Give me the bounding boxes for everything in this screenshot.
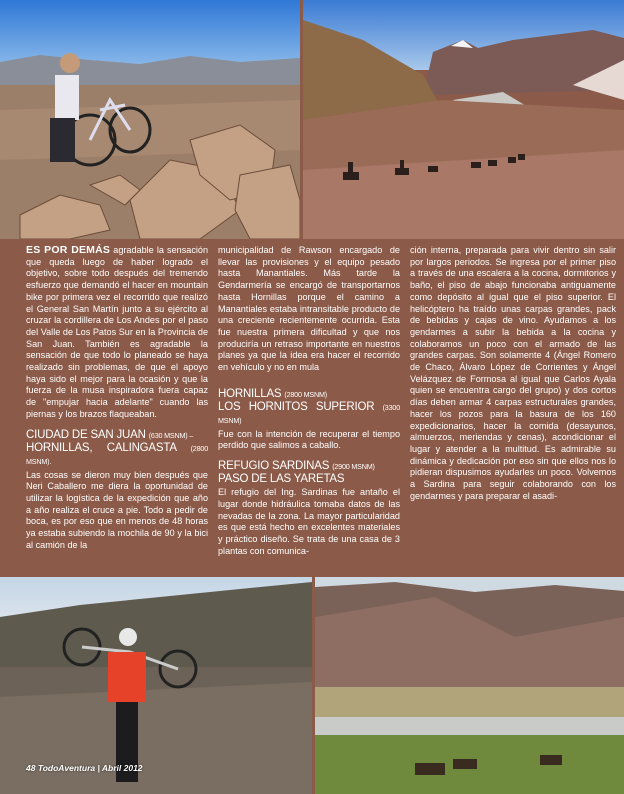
photo-river-valley-horses — [315, 577, 624, 794]
paragraph-refugio: El refugio del Ing. Sardinas fue antaño el lugar donde hidráulica tomaba datos de las nevadas de la zona. La mayor particularidad es que está hecho en excelentes materiales y práctico diseño. Se trata de una casa de 3 plantas con comunica- — [218, 487, 400, 556]
lead-caps: ES POR DEMÁS — [26, 244, 111, 256]
paragraph-logistics: Las cosas se dieron muy bien después que Neri Caballero me diera la oportunidad de utilizar la logística de la expedición que año a año realiza el cruce a pie. Todo a pedir de boca, es por eso que en menos de 48 horas ya estaba subiendo la mochila de 90 y la bici al camión de la — [26, 469, 208, 550]
subheading-altitude: (2900 MSNM) — [332, 462, 375, 472]
paragraph-caballo: Fue con la intención de recuperar el tiempo perdido que salimos a caballo. — [218, 428, 400, 451]
subheading-title: CIUDAD DE SAN JUAN — [26, 428, 146, 441]
photo-valley-horse-riders — [303, 0, 624, 239]
article-column-2 — [218, 245, 400, 557]
subheading-hornillas — [218, 388, 400, 427]
subheading-altitude: (2800 MSNM) — [284, 389, 327, 399]
paragraph-gendarmeria: municipalidad de Rawson encargado de llevar las provisiones y el equipo pesado hasta Manantiales. Más tarde la Gendarmería se encargó de transportarnos hasta Hornillas porque el camino a Manantiales estaba intransitable producto de una creciente recientemente ocurrida. Esta fue nuestra primera dificultad y que nos produciría un retraso importante en nuestros planes ya que la idea era hacer el recorrido en vehículo y no en mula — [218, 245, 400, 373]
subheading-altitude-2: (2800 MSNM). — [26, 443, 208, 466]
page-folio: 48 TodoAventura | Abril 2012 — [26, 763, 143, 773]
subheading-title: REFUGIO SARDINAS — [218, 460, 330, 473]
subheading-title-2: LOS HORNITOS SUPERIOR — [218, 400, 375, 413]
subheading-title-2: PASO DE LAS YARETAS — [218, 473, 345, 486]
photo-cyclist-carrying-bike — [0, 577, 312, 794]
paragraph-refugio-continued: ción interna, preparada para vivir dentro sin salir por largos periodos. Se ingresa por el primer piso a través de una escalera a la cocina, dormitorios y baño, el piso de abajo funcionaba antiguamente como depósito al igual que el piso superior. El helicóptero ha traído unas carpas grandes, pack de bebidas y cajas de vino. Ayudamos a los gendarmes a subir la bebida a la cocina y colaboramos un poco con el armado de las grandes carpas. Son solamente 4 (Ángel Romero de Chaco, Álvaro López de Corrientes y Ángel Velázquez de Formosa al igual que Carlos Ayala quien se encuentra cargo del grupo) y dos cortos días deben armar 4 carpas estructurales grandes, hacer los pozos para la basura de los 160 expedicionarios, hacer la comida (desayunos, almuerzos, meriendas y cenas), acondicionar el lugar y atender a la multitud. Es admirable su dinámica y dedicación por eso sin que ellos nos lo pidieran dispusimos ayudarles un poco. Volvemos a Sardina para seguir colaborando con los gendarmes y para preparar el asadi- — [410, 245, 616, 501]
article-column-3 — [410, 245, 616, 502]
subheading-altitude: (630 MSNM) – — [148, 430, 194, 440]
intro-text: agradable la sensación que queda luego de haber logrado el objetivo, sobre todo después del tremendo esfuerzo que demandó el hacer en mountain bike por primera vez el recorrido que realizó el General San Martín junto a su ejército al cruzar la cordillera de Los Andes por el paso del Valle de Los Patos Sur en la Provincia de San Juan. También es agradable la sensación de que todo lo planeado se haya realizado sin problemas, de que el apoyo haya sido el mejor para la ocasión y que la fuerza de la musa inspiradora fuera capaz de "empujar hacia adelante" cuando las piernas y los brazos flaqueaban. — [26, 245, 209, 419]
photo-cyclist-with-bike-rocks — [0, 0, 300, 239]
subheading-title: HORNILLAS — [218, 387, 282, 400]
paragraph-intro — [26, 245, 208, 421]
article-body — [26, 245, 616, 570]
article-column-1 — [26, 245, 208, 551]
subheading-altitude-2: (3300 MSNM) — [218, 402, 400, 425]
subheading-ciudad-san-juan — [26, 429, 208, 468]
subheading-refugio-sardinas — [218, 460, 400, 485]
subheading-title-2: HORNILLAS, CALINGASTA — [26, 441, 177, 454]
